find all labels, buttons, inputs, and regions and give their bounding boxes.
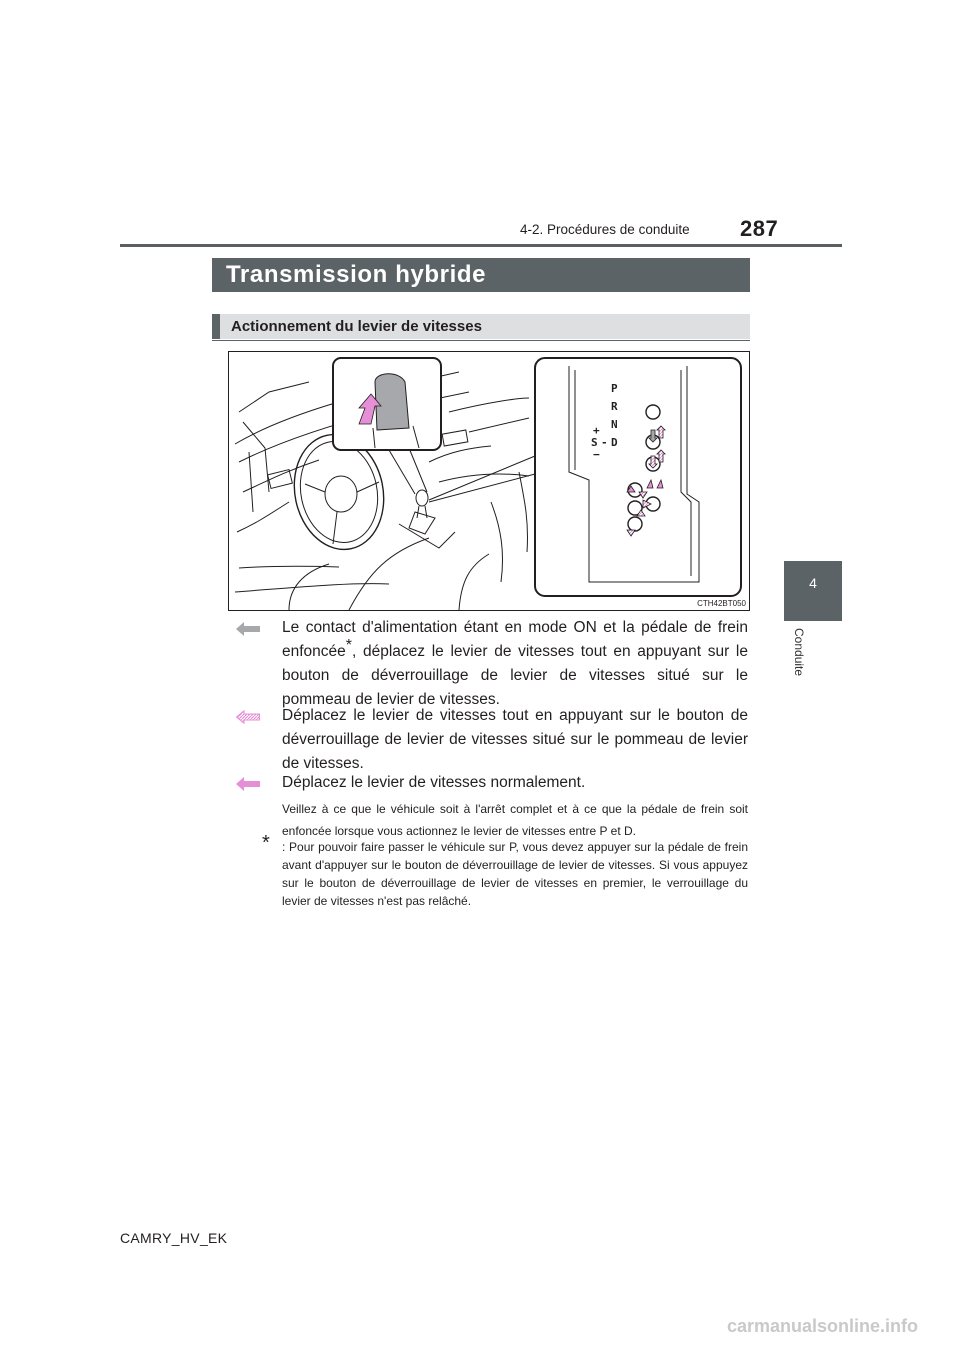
gate-label-r: R bbox=[611, 400, 618, 413]
shift-lever-illustration bbox=[228, 351, 750, 611]
document-code: CAMRY_HV_EK bbox=[120, 1230, 228, 1246]
footnote-text: : Pour pouvoir faire passer le véhicule sur P, vous devez appuyer sur la pédale de frein avant d'appuyer sur le bouton de déverrouillage de levier de vitesses. Si vous appuyez sur le bouton de déverrouillage de levier de vitesses en premier, le verrouillage du levier de vitesses n'est pas relâché. bbox=[282, 840, 748, 908]
gate-label-plus: + bbox=[593, 424, 600, 437]
step-1-text-before: Le contact d'alimentation étant en mode ON et la pédale de frein enfoncée bbox=[282, 619, 748, 660]
header-rule bbox=[120, 244, 842, 247]
watermark[interactable]: carmanualsonline.info bbox=[727, 1316, 919, 1336]
step-pink-hatched bbox=[236, 704, 748, 776]
chapter-label: Conduite bbox=[792, 628, 806, 677]
page-number: 287 bbox=[740, 216, 779, 241]
step-pink-solid bbox=[236, 771, 748, 795]
step-2-text: Déplacez le levier de vitesses tout en appuyant sur le bouton de déverrouillage de levier de vitesses situé sur le pommeau de levier de vitesses. bbox=[282, 707, 748, 772]
gate-label-n: N bbox=[611, 418, 618, 431]
chapter-tab[interactable]: 4 bbox=[784, 561, 842, 621]
step-1-text-after: , déplacez le levier de vitesses tout en appuyant sur le bouton de déverrouillage de levier de vitesses situé sur le pommeau de levier de vitesses. bbox=[282, 643, 748, 708]
pink-hatched-arrow-icon bbox=[236, 710, 260, 724]
caution-note: Veillez à ce que le véhicule soit à l'arrêt complet et à ce que la pédale de frein soit enfoncée lorsque vous actionnez le levier de vitesses entre P et D. bbox=[282, 802, 748, 838]
dashboard-drawing bbox=[229, 352, 749, 610]
gate-label-dash: - bbox=[601, 436, 608, 449]
gate-label-p: P bbox=[611, 382, 618, 395]
footnote bbox=[262, 832, 748, 910]
gate-label-s: S bbox=[591, 436, 598, 449]
step-3-text: Déplacez le levier de vitesses normalement. bbox=[282, 774, 586, 791]
solid-gray-arrow-icon bbox=[236, 622, 260, 636]
gate-label-minus: − bbox=[593, 448, 600, 461]
step-solid-gray bbox=[236, 616, 748, 712]
gate-label-d: D bbox=[611, 436, 618, 449]
page-title: Transmission hybride bbox=[212, 258, 750, 292]
figure-code: CTH42BT050 bbox=[697, 599, 746, 608]
footnote-mark: * bbox=[262, 832, 270, 854]
section-header: 4-2. Procédures de conduite bbox=[520, 222, 690, 237]
section-subtitle: Actionnement du levier de vitesses bbox=[212, 314, 750, 339]
pink-solid-arrow-icon bbox=[236, 777, 260, 791]
footnote-star: * bbox=[345, 636, 353, 654]
